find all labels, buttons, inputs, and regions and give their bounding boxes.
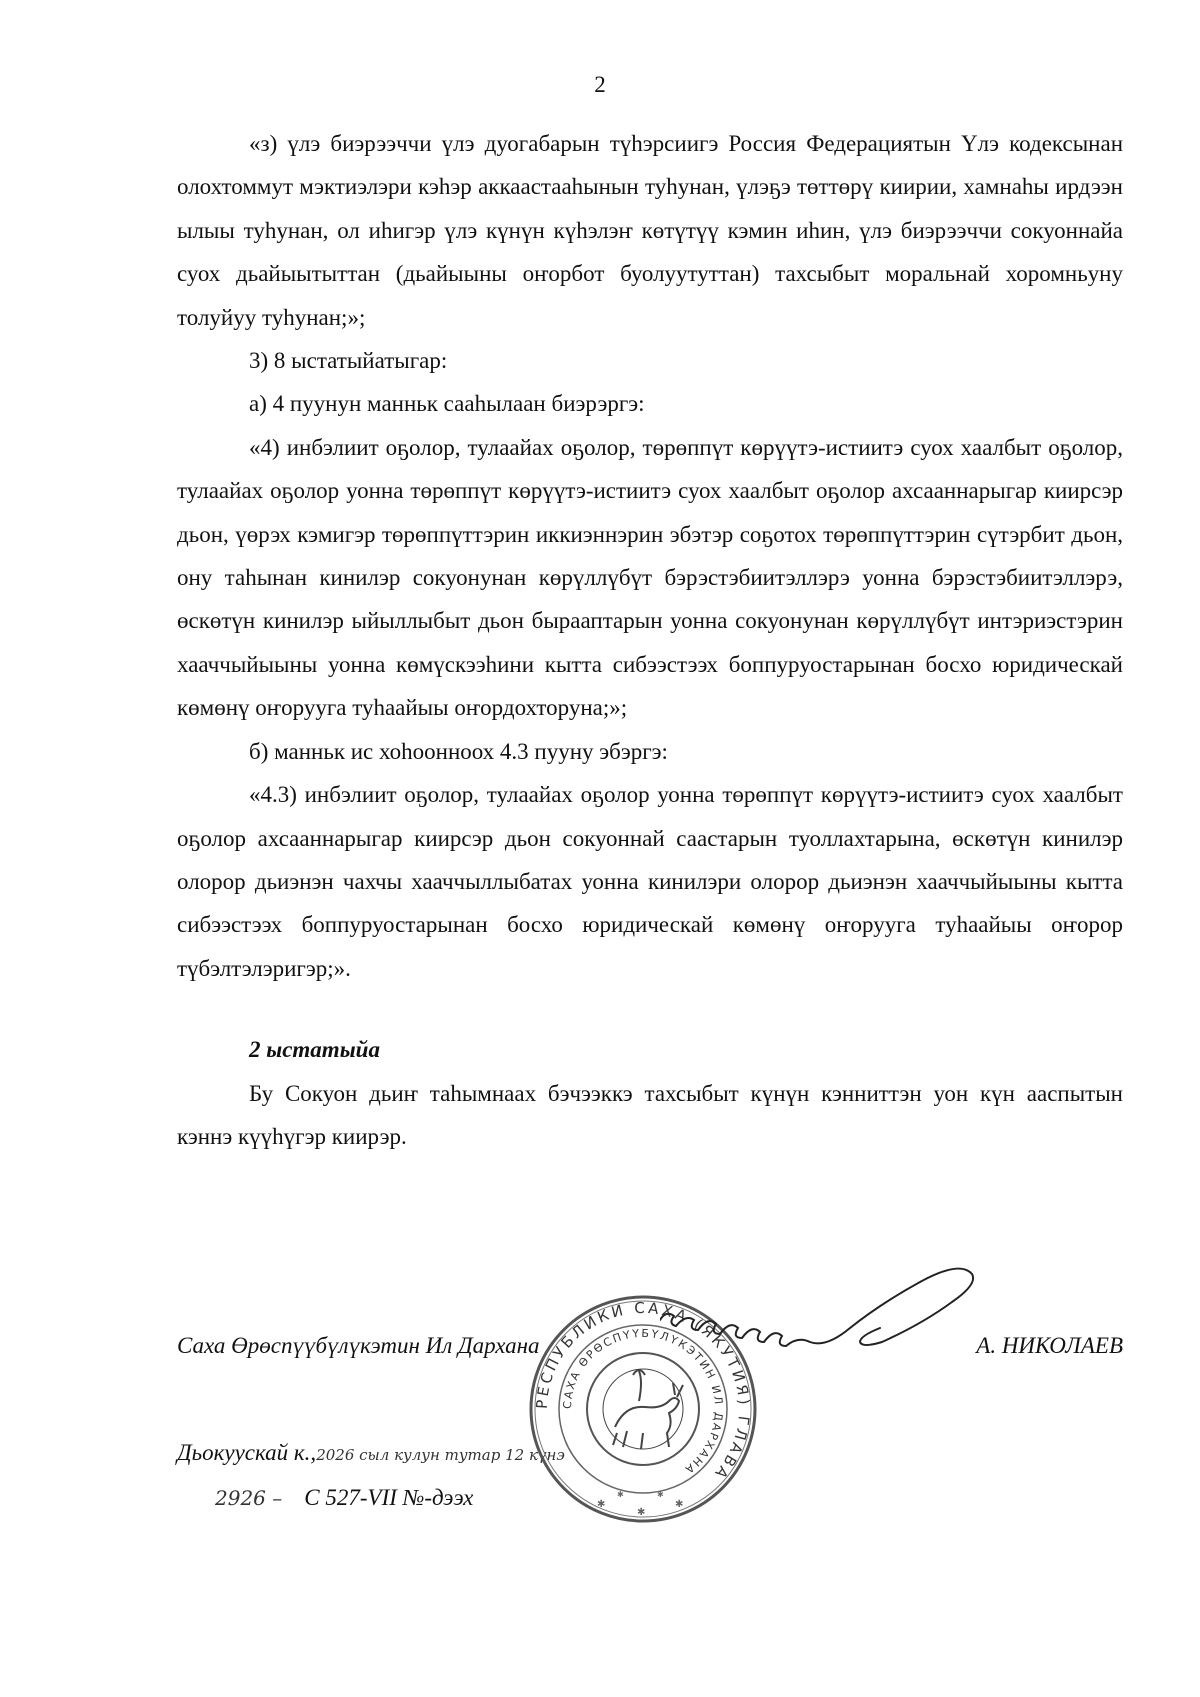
handwritten-number: 2926 –: [215, 1486, 283, 1510]
seal-outer-text: РЕСПУБЛИКИ САХА (ЯКУТИЯ) ГЛАВА: [532, 1298, 754, 1485]
handwritten-signature: [660, 1240, 1080, 1350]
signatory-name: А. НИКОЛАЕВ: [976, 1333, 1123, 1358]
svg-text:✱: ✱: [617, 1490, 624, 1499]
paragraph-item-4-3: «4.3) инбэлиит оҕолор, тулаайах оҕолор уонна төрөппүт көрүүтэ-истиитэ суох хаалбыт оҕолор ахсааннарыгар киирсэр дьон сокуоннай саастарын туоллахтарына, өскөтүн кинилэр олорор дьиэнэн чахчы хааччыллыбатах уонна кинилэри олорор дьиэнэн хааччыйыыны кытта сибээстээх боппуруостарынан босхо юридическай көмөнү оҥорууга туһаайыы оҥорор түбэлтэлэригэр;».: [177, 782, 1123, 981]
seal-inner-text: САХА ӨРӨСПҮҮБҮЛҮКЭТИН ИЛ ДАРХАНА: [560, 1326, 726, 1477]
paragraph-3-1: «з) үлэ биэрээччи үлэ дуогабарын түһэрсиигэ Россия Федерациятын Үлэ кодексынан олохтоммут мэктиэлэри кэһэр аккаастааһынын туһунан, үлэҕэ төттөрү киирии, хамнаһы ирдээн ылыы туһунан, ол иһигэр үлэ күнүн күһэлэҥ көтүтүү кэмин иһин, үлэ биэрээччи сокуоннайа суох дьайыытыттан (дьайыыны оҥорбот буолуутуттан) тахсыбыт моральнай хоромньуну толуйуу туһунан;»;: [177, 131, 1123, 330]
svg-text:✱: ✱: [675, 1499, 684, 1510]
paragraph-item-4: «4) инбэлиит оҕолор, тулаайах оҕолор, төрөппүт көрүүтэ-истиитэ суох хаалбыт оҕолор, тулаайах оҕолор уонна төрөппүт көрүүтэ-истиитэ суох хаалбыт оҕолор ахсааннарыгар киирсэр дьон, үөрэх кэмигэр төрөппүттэрин иккиэннэрин эбэтэр соҕотох төрөппүттэрин сүтэрбит дьон, ону таһынан кинилэр сокуонунан көрүллүбүт бэрэстэбиитэллэрэ уонна бэрэстэбиитэллэрэ, өскөтүн кинилэр ыйыллыбыт дьон бырааптарын уонна сокуонунан көрүллүбүт интэриэстэрин хааччыйыыны уонна көмүскээһини кытта сибээстээх боппуруостарынан босхо юридическай көмөнү оҥорууга туһаайыы оҥордохторуна;»;: [177, 434, 1123, 721]
seal-middle-ring: [559, 1325, 727, 1493]
page-number: 2: [594, 72, 606, 97]
law-number-line: [215, 1485, 473, 1511]
paragraph-item-b: б) манньк ис хоһоонноох 4.3 пууну эбэргэ:: [249, 738, 668, 764]
article-2-heading: 2 ыстатыйа: [249, 1037, 380, 1063]
svg-text:✱: ✱: [597, 1499, 606, 1510]
law-number: С 527-VII №-дээх: [304, 1485, 474, 1510]
document-body: [177, 122, 1123, 1158]
seal-inner-ring: [587, 1353, 699, 1465]
handwritten-date: 2026 сыл кулун тутар 12 күнэ: [316, 1446, 565, 1464]
place-label: Дьокуускай к.,: [177, 1440, 317, 1465]
paragraph-article8: 3) 8 ыстатыйатыгар:: [249, 348, 448, 374]
signatory-title: Саха Өрөспүүбүлүкэтин Ил Дарханa: [177, 1333, 540, 1358]
svg-text:✱: ✱: [657, 1490, 664, 1499]
seal-emblem-icon: [603, 1369, 683, 1449]
paragraph-item-a: а) 4 пуунун манньк сааһылаан биэрэргэ:: [249, 391, 645, 417]
svg-text:✱: ✱: [637, 1507, 646, 1518]
place-line: [177, 1440, 565, 1466]
article-2-text: Бу Сокуон дьиҥ таһымнаах бэчээккэ тахсыбыт күнүн кэнниттэн уон күн ааспытын кэннэ күүһүгэр киирэр.: [177, 1080, 1123, 1149]
signature-stroke: [660, 1269, 973, 1346]
